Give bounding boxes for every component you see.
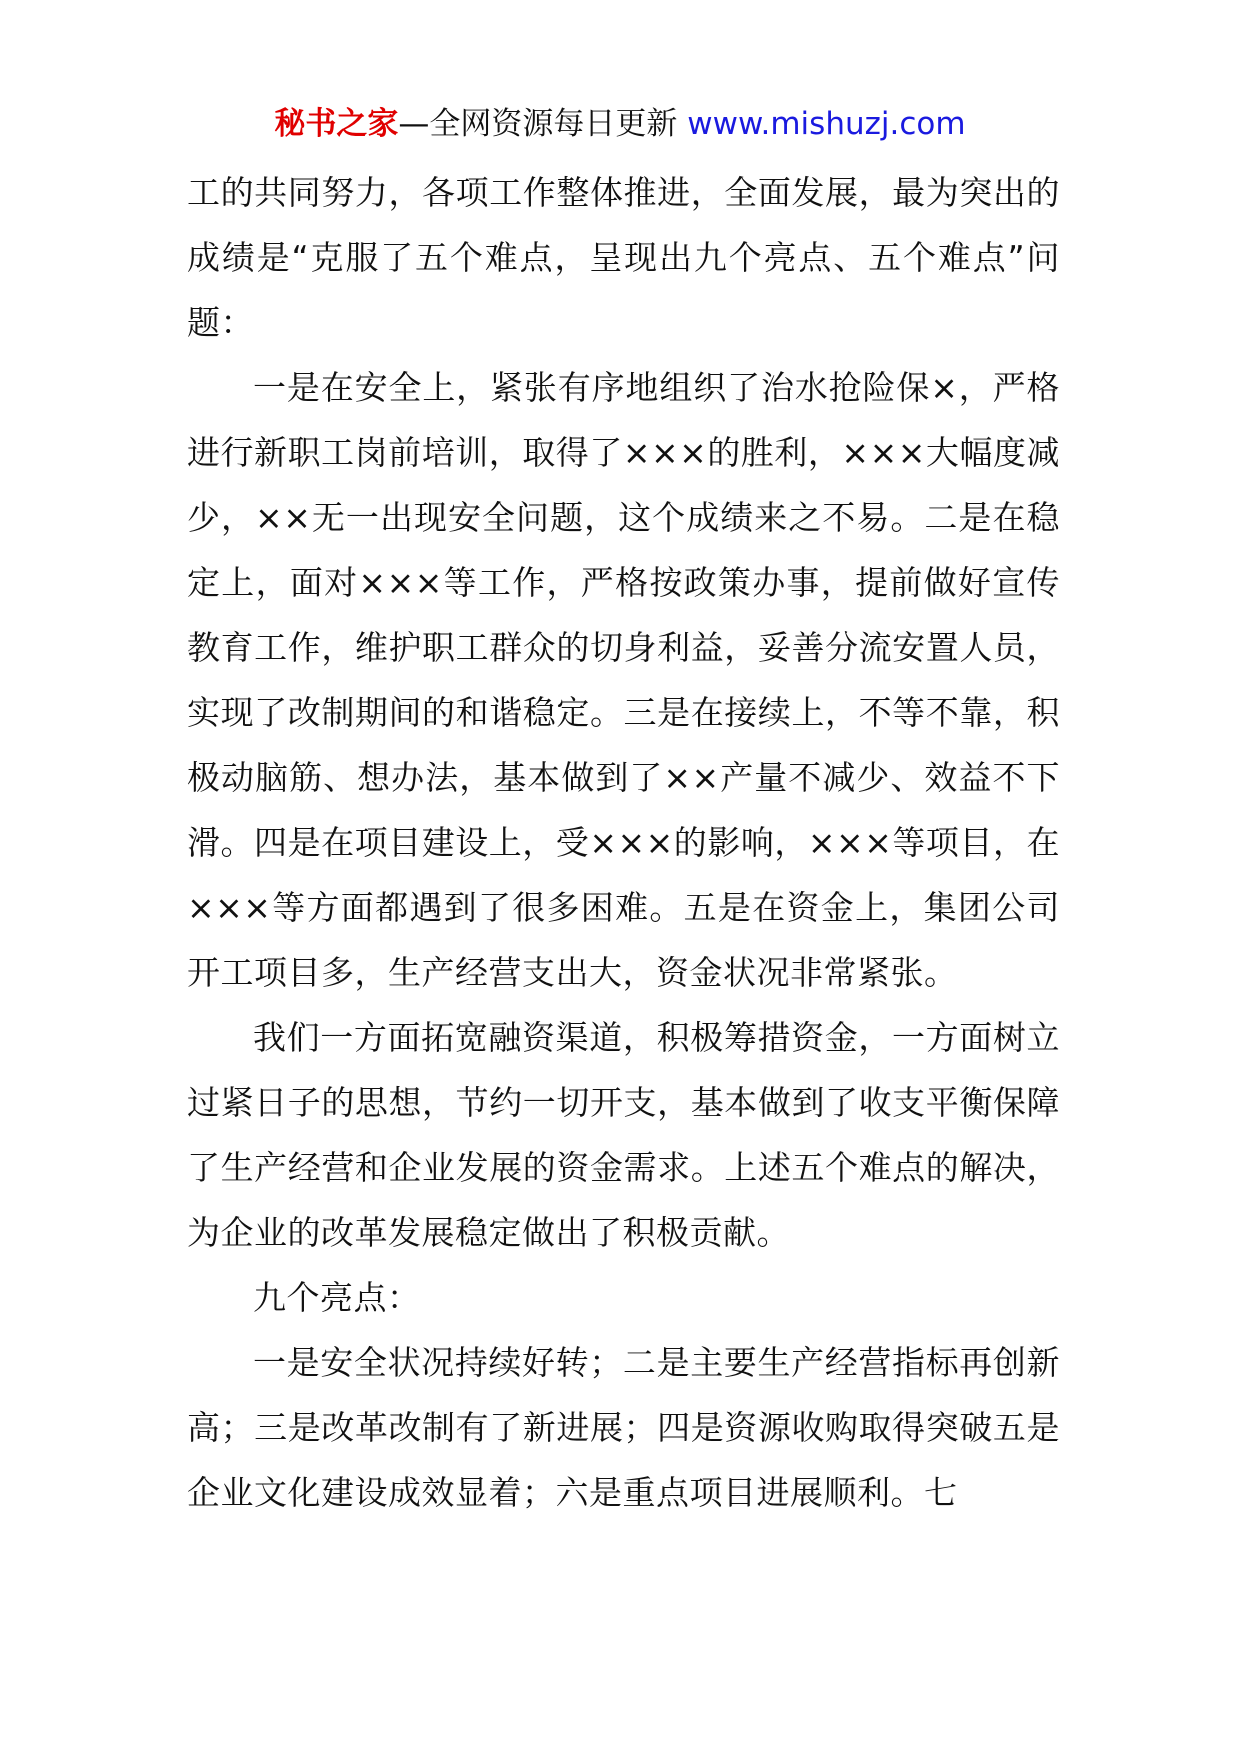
document-body bbox=[187, 160, 1060, 1525]
paragraph-funding-measures: 我们一方面拓宽融资渠道，积极筹措资金，一方面树立过紧日子的思想，节约一切开支，基本做到了收支平衡保障了生产经营和企业发展的资金需求。上述五个难点的解决，为企业的改革发展稳定做出了积极贡献。 bbox=[187, 1018, 1060, 1252]
paragraph-nine-highlights-heading: 九个亮点： bbox=[253, 1278, 421, 1317]
header-brand: 秘书之家 bbox=[274, 106, 399, 142]
paragraph-nine-highlights: 一是安全状况持续好转；二是主要生产经营指标再创新高；三是改革改制有了新进展；四是资源收购取得突破五是企业文化建设成效显着；六是重点项目进展顺利。七 bbox=[187, 1343, 1060, 1512]
header-tagline: —全网资源每日更新 bbox=[398, 106, 678, 142]
page-header bbox=[0, 102, 1240, 146]
header-url-link[interactable]: www.mishuzj.com bbox=[687, 106, 966, 142]
paragraph-continued: 工的共同努力，各项工作整体推进，全面发展，最为突出的成绩是“克服了五个难点，呈现出九个亮点、五个难点”问题： bbox=[187, 173, 1060, 342]
paragraph-five-difficulties: 一是在安全上，紧张有序地组织了治水抢险保×，严格进行新职工岗前培训，取得了×××的胜利，×××大幅度减少，××无一出现安全问题，这个成绩来之不易。二是在稳定上，面对×××等工作，严格按政策办事，提前做好宣传教育工作，维护职工群众的切身利益，妥善分流安置人员，实现了改制期间的和谐稳定。三是在接续上，不等不靠，积极动脑筋、想办法，基本做到了××产量不减少、效益不下滑。四是在项目建设上，受×××的影响，×××等项目，在×××等方面都遇到了很多困难。五是在资金上，集团公司开工项目多，生产经营支出大，资金状况非常紧张。 bbox=[187, 368, 1060, 992]
